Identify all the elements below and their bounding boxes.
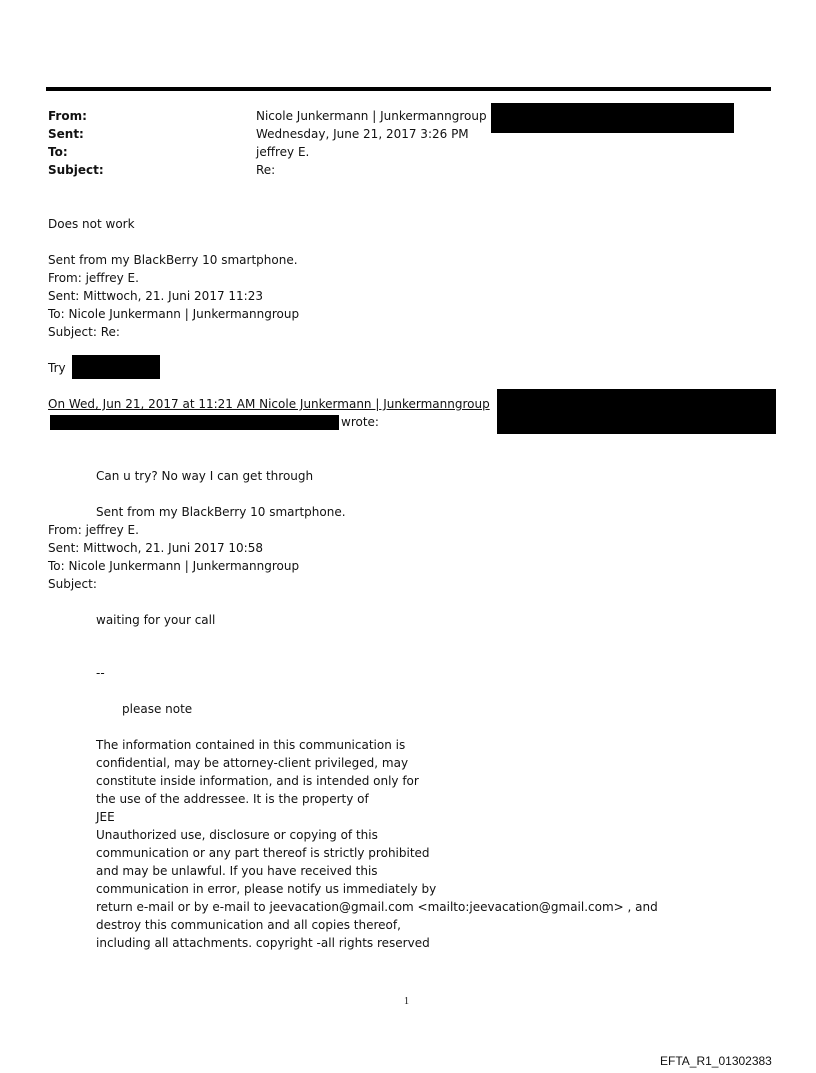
on-date-line: On Wed, Jun 21, 2017 at 11:21 AM Nicole Junkermann | Junkermanngroup bbox=[48, 397, 490, 411]
quoted-sent-1: Sent: Mittwoch, 21. Juni 2017 11:23 bbox=[48, 289, 263, 303]
page-number: 1 bbox=[404, 996, 409, 1007]
quoted-to-2: To: Nicole Junkermann | Junkermanngroup bbox=[48, 559, 300, 573]
quoted-subject-1: Subject: Re: bbox=[48, 325, 120, 339]
quoted-from-1: From: jeffrey E. bbox=[48, 271, 139, 285]
header-rule bbox=[46, 87, 771, 91]
please-note: please note bbox=[122, 702, 193, 716]
subject-label: Subject: bbox=[48, 163, 104, 177]
sent-value: Wednesday, June 21, 2017 3:26 PM bbox=[256, 127, 469, 141]
disclaimer-line: The information contained in this communication is bbox=[96, 738, 406, 752]
disclaimer-line: confidential, may be attorney-client privileged, may bbox=[96, 756, 409, 770]
disclaimer-line: JEE bbox=[96, 810, 115, 824]
disclaimer-line: Unauthorized use, disclosure or copying of this bbox=[96, 828, 378, 842]
quoted-to-1: To: Nicole Junkermann | Junkermanngroup bbox=[48, 307, 300, 321]
redaction-from-email bbox=[491, 103, 734, 133]
from-value: Nicole Junkermann | Junkermanngroup bbox=[256, 109, 487, 123]
signature-2: Sent from my BlackBerry 10 smartphone. bbox=[96, 505, 346, 519]
sent-label: Sent: bbox=[48, 127, 84, 141]
signature-dashes: -- bbox=[96, 666, 105, 680]
redaction-sender-email bbox=[497, 389, 776, 434]
redaction-sender-line bbox=[50, 415, 339, 430]
quoted-message-2: Can u try? No way I can get through bbox=[96, 469, 314, 483]
to-label: To: bbox=[48, 145, 68, 159]
quoted-subject-2: Subject: bbox=[48, 577, 97, 591]
try-text: Try bbox=[48, 361, 66, 375]
document-id: EFTA_R1_01302383 bbox=[660, 1054, 772, 1068]
disclaimer-line: return e-mail or by e-mail to jeevacation@gmail.com <mailto:jeevacation@gmail.com> , and bbox=[96, 900, 658, 914]
disclaimer-line: destroy this communication and all copies thereof, bbox=[96, 918, 401, 932]
wrote-text: wrote: bbox=[341, 415, 379, 429]
redaction-try bbox=[72, 355, 160, 379]
subject-value: Re: bbox=[256, 163, 276, 177]
quoted-sent-2: Sent: Mittwoch, 21. Juni 2017 10:58 bbox=[48, 541, 263, 555]
disclaimer-line: including all attachments. copyright -all rights reserved bbox=[96, 936, 430, 950]
disclaimer-line: communication or any part thereof is strictly prohibited bbox=[96, 846, 430, 860]
signature-1: Sent from my BlackBerry 10 smartphone. bbox=[48, 253, 298, 267]
disclaimer-line: the use of the addressee. It is the property of bbox=[96, 792, 369, 806]
to-value: jeffrey E. bbox=[256, 145, 310, 159]
reply-text: Does not work bbox=[48, 217, 135, 231]
disclaimer-line: constitute inside information, and is intended only for bbox=[96, 774, 419, 788]
disclaimer-line: and may be unlawful. If you have received this bbox=[96, 864, 378, 878]
from-label: From: bbox=[48, 109, 87, 123]
quoted-from-2: From: jeffrey E. bbox=[48, 523, 139, 537]
disclaimer-line: communication in error, please notify us immediately by bbox=[96, 882, 437, 896]
waiting-text: waiting for your call bbox=[96, 613, 216, 627]
